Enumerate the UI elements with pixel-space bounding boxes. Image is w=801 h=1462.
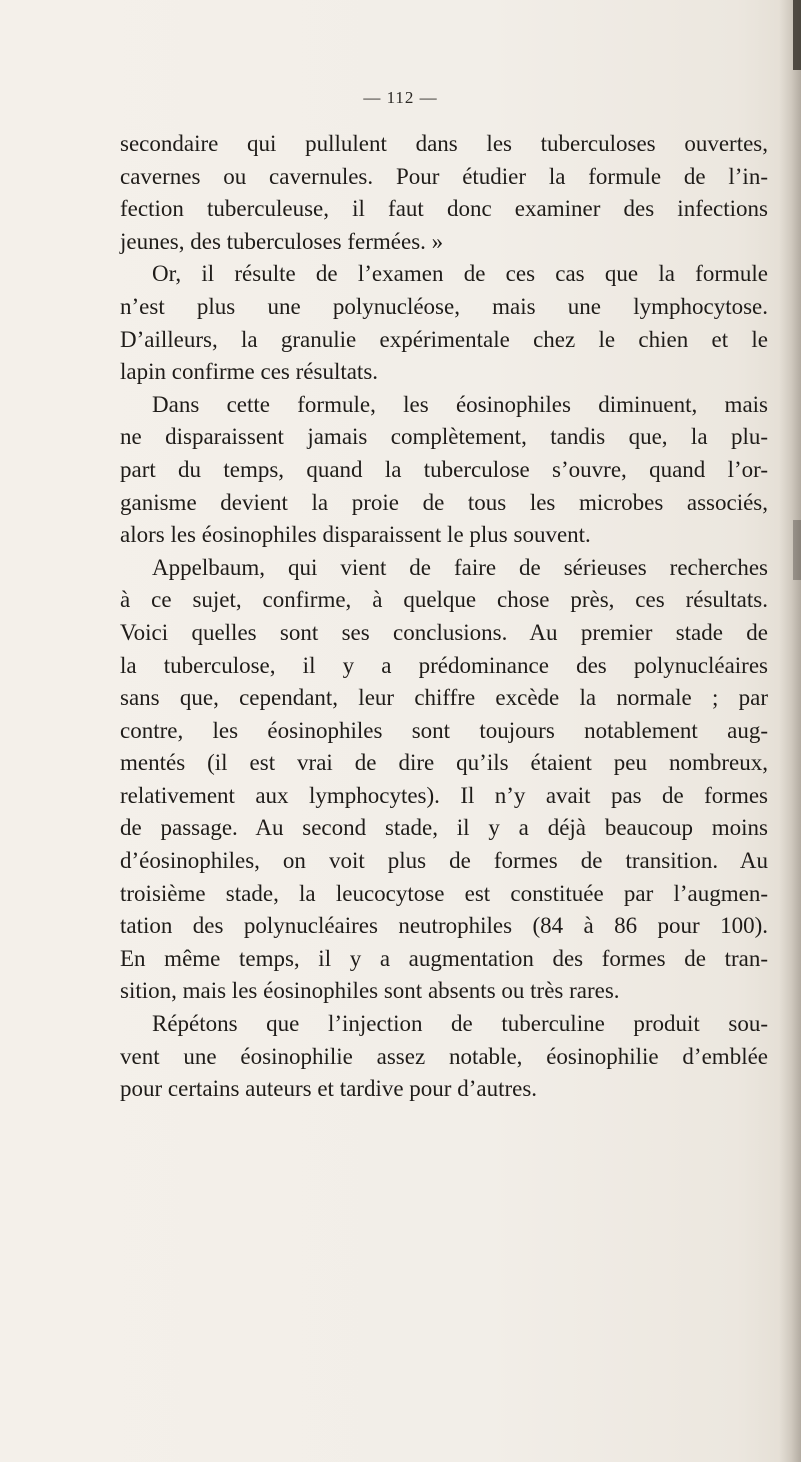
page-edge-dark-mid (793, 520, 801, 580)
text-line: ganisme devient la proie de tous les microbes associés, (120, 489, 768, 515)
text-line: cavernes ou cavernules. Pour étudier la formule de l’in- (120, 163, 768, 189)
text-line: Dans cette formule, les éosinophiles diminuent, mais (152, 391, 768, 417)
text-line: n’est plus une polynucléose, mais une lymphocytose. (120, 293, 768, 319)
text-line: Répétons que l’injection de tuberculine produit sou- (152, 1011, 768, 1037)
text-line: la tuberculose, il y a prédominance des polynucléaires (120, 652, 768, 678)
text-line: Or, il résulte de l’examen de ces cas que la formule (152, 261, 768, 287)
text-line: alors les éosinophiles disparaissent le plus souvent. (120, 522, 591, 548)
text-line: vent une éosinophilie assez notable, éosinophilie d’emblée (120, 1043, 768, 1069)
text-line: mentés (il est vrai de dire qu’ils étaient peu nombreux, (120, 750, 768, 776)
body-text (120, 128, 768, 1106)
text-line: sition, mais les éosinophiles sont absents ou très rares. (120, 978, 620, 1004)
text-line: lapin confirme ces résultats. (120, 359, 379, 385)
text-line: contre, les éosinophiles sont toujours notablement aug- (120, 717, 768, 743)
page-edge-dark-top (793, 0, 801, 70)
text-line: Appelbaum, qui vient de faire de sérieuses recherches (152, 554, 768, 580)
text-line: troisième stade, la leucocytose est constituée par l’augmen- (120, 880, 768, 906)
text-line: part du temps, quand la tuberculose s’ouvre, quand l’or- (120, 456, 768, 482)
text-line: jeunes, des tuberculoses fermées. » (120, 228, 444, 254)
text-line: à ce sujet, confirme, à quelque chose près, ces résultats. (120, 587, 768, 613)
page-number: — 112 — (363, 88, 438, 107)
text-line: de passage. Au second stade, il y a déjà beaucoup moins (120, 815, 768, 841)
text-line: En même temps, il y a augmentation des formes de tran- (120, 945, 768, 971)
text-line: pour certains auteurs et tardive pour d’autres. (120, 1076, 538, 1102)
text-line: ne disparaissent jamais complètement, tandis que, la plu- (120, 424, 768, 450)
text-line: d’éosinophiles, on voit plus de formes de transition. Au (120, 848, 768, 874)
text-line: sans que, cependant, leur chiffre excède la normale ; par (120, 685, 768, 711)
text-line: fection tuberculeuse, il faut donc examiner des infections (120, 196, 768, 222)
text-line: Voici quelles sont ses conclusions. Au premier stade de (120, 619, 768, 645)
text-line: D’ailleurs, la granulie expérimentale chez le chien et le (120, 326, 768, 352)
text-line: relativement aux lymphocytes). Il n’y avait pas de formes (120, 782, 768, 808)
page-edge-shadow (779, 0, 801, 1462)
text-line: secondaire qui pullulent dans les tuberculoses ouvertes, (120, 131, 768, 156)
text-line: tation des polynucléaires neutrophiles (84 à 86 pour 100). (120, 913, 768, 939)
